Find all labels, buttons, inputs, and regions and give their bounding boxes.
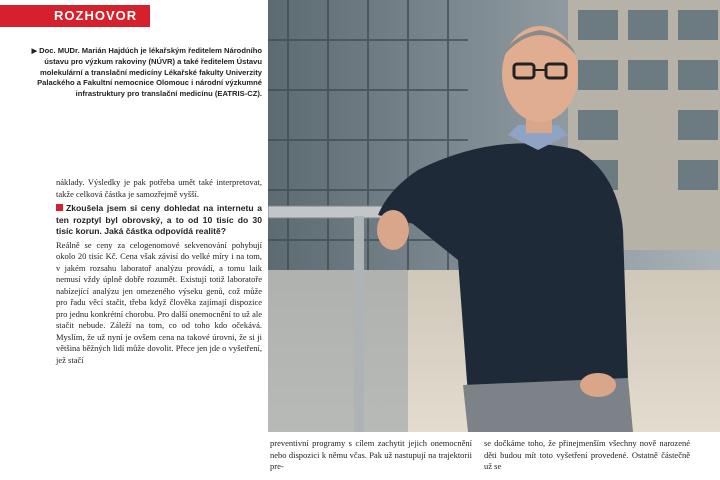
paragraph: preventivní programy s cílem zachytit jejich onemocnění nebo dispozici k němu včas. Pak už nastupují na trajektorii pre-	[270, 438, 472, 471]
article-column-right	[484, 438, 690, 473]
article-column-middle	[270, 438, 472, 473]
paragraph: se dočkáme toho, že přinejmenším všechny nově narozené děti budou mít toto vyšetření provedené. Ostatně částečně už se	[484, 438, 690, 471]
portrait-photo-illustration	[268, 0, 720, 432]
interview-question	[56, 203, 262, 238]
author-bio	[30, 46, 262, 99]
paragraph: náklady. Výsledky je pak potřeba umět také interpretovat, takže celková částka je samozřejmě vyšší.	[56, 177, 262, 199]
portrait-photo	[268, 0, 720, 432]
author-bio-text: Doc. MUDr. Marián Hajdúch je lékařským ředitelem Národního ústavu pro výzkum rakoviny (NÚVR) a také ředitelem Ústavu molekulární a translační medicíny Lékařské fakulty Univerzity Palackého a Fakultní nemocnice Olomouc i národní výzkumné infrastruktury pro translační medicínu (EATRIS-CZ).	[37, 46, 262, 98]
red-square-bullet-icon	[56, 204, 63, 211]
section-tag: ROZHOVOR	[0, 5, 150, 27]
triangle-bullet-icon: ▶	[31, 48, 38, 55]
article-column-left	[56, 177, 262, 366]
paragraph: Reálně se ceny za celogenomové sekvenování pohybují okolo 20 tisíc Kč. Cena však závisí do velké míry i na tom, v jakém rozsahu laboratoř analýzu provádí, a tomu laik nemusí vždy úplně dobře rozumět. Existují totiž laboratoře nabízející analýzu jen omezeného výseku genů, což může pro řadu věcí stačit, třeba když člověka zajímají dispozice pro jednu konkrétní chorobu. Pro další onemocnění to už ale stačit nebude. Záleží na tom, co od toho kdo očekává. Myslím, že už nyní je ovšem cena na takové úrovni, že si ji většina běžných lidí může dovolit. Přece jen jde o vyšetření, jež stačí	[56, 239, 262, 365]
interview-question-text: Zkoušela jsem si ceny dohledat na internetu a ten rozptyl byl obrovský, a to od 10 tisíc do 30 tisíc korun. Jaká částka odpovídá realitě?	[56, 203, 262, 236]
